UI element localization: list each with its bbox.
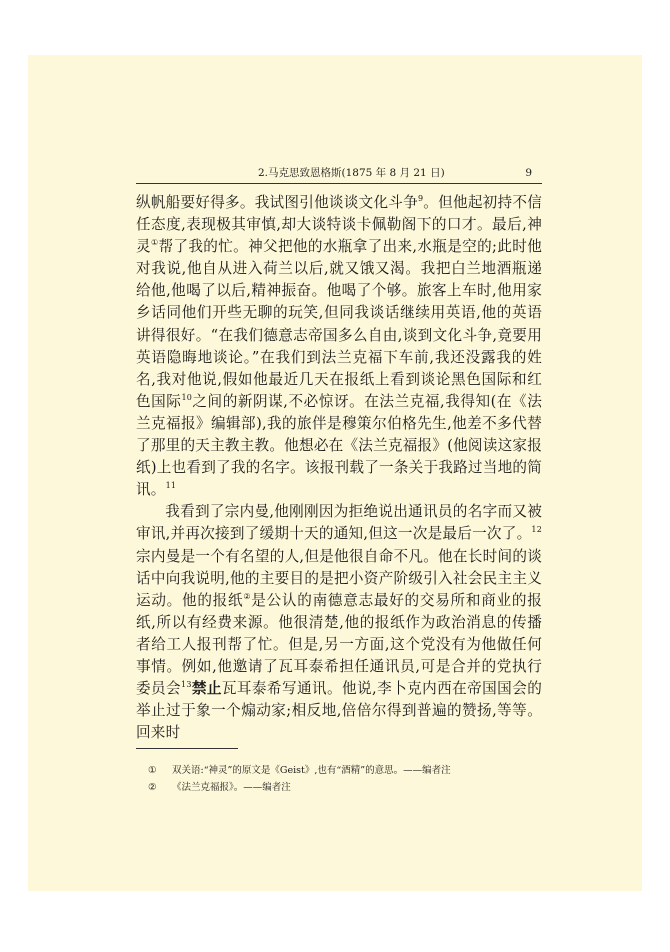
- text-run: 是公认的南德意志最好的交易所和商业的报纸,所以有经费来源。他很清楚,他的报纸作为政治消息的传播者给工人报刊帮了忙。但是,另一方面,这个党没有为他做任何事情。例如,他邀请了瓦耳泰希担任通讯员,可是合并的党执行委员会: [136, 591, 543, 698]
- footnote-mark: ②: [148, 782, 157, 793]
- body-text: [136, 192, 542, 744]
- footnote-text: 双关语:“神灵”的原文是《Geist》,也有“酒精”的意思。——编者注: [172, 765, 451, 776]
- text-run: 。但他起初持不信任态度,表现极其审慎,却大谈特谈卡佩勒阁下的口才。最后,神灵: [136, 194, 542, 256]
- footnote: [148, 779, 542, 796]
- endnote-ref: 13: [181, 680, 192, 690]
- text-run: 瓦耳泰希写通讯。他说,李卜克内西在帝国国会的举止过于象一个煽动家;相反地,倍倍尔得到普遍的赞扬,等等。回来时: [136, 680, 542, 742]
- text-run: 纵帆船要好得多。我试图引他谈谈文化斗争: [136, 194, 418, 211]
- paragraph: [136, 501, 542, 744]
- text-run: 我看到了宗内曼,他刚刚因为拒绝说出通讯员的名字而又被审讯,并再次接到了缓期十天的通知,但这一次是最后一次了。: [136, 503, 542, 543]
- footnotes: [148, 762, 542, 796]
- footnote-ref: ②: [243, 591, 252, 601]
- footnote-ref: ①: [150, 238, 159, 248]
- footnote-text: 《法兰克福报》。——编者注: [172, 782, 291, 793]
- page-number: 9: [525, 167, 532, 179]
- endnote-ref: 11: [165, 481, 177, 491]
- paragraph: [136, 192, 542, 501]
- header-rule: [136, 183, 542, 184]
- emphasized-text: 禁止: [191, 680, 222, 698]
- text-run: 之间的新阴谋,不必惊讶。在法兰克福,我得知(在《法兰克福报》编辑部),我的旅伴是穆策尔伯格先生,他差不多代替了那里的天主教主教。他想必在《法兰克福报》(他阅读这家报纸)上也看到了我的名字。该报刊载了一条关于我路过当地的简讯。: [136, 392, 542, 499]
- footnote: [148, 762, 542, 779]
- text-run: 宗内曼是一个有名望的人,但是他很自命不凡。他在长时间的谈话中向我说明,他的主要目的是把小资产阶级引入社会民主主义运动。他的报纸: [136, 547, 542, 609]
- text-run: 帮了我的忙。神父把他的水瓶拿了出来,水瓶是空的;此时他对我说,他自从进入荷兰以后,就又饿又渴。我把白兰地酒瓶递给他,他喝了以后,精神振奋。他喝了个够。旅客上车时,他用家乡话同他们开些无聊的玩笑,但同我谈话继续用英语,他的英语讲得很好。“在我们德意志帝国多么自由,谈到文化斗争,竟要用英语隐晦地谈论。”在我们到法兰克福下车前,我还没露我的姓名,我对他说,假如他最近几天在报纸上看到谈论黑色国际和红色国际: [136, 238, 542, 410]
- endnote-ref: 12: [531, 525, 542, 535]
- footnote-rule: [136, 748, 238, 749]
- running-header: [136, 163, 542, 183]
- footnote-mark: ①: [148, 765, 157, 776]
- endnote-ref: 10: [181, 392, 193, 402]
- header-title: 2.马克思致恩格斯(1875 年 8 月 21 日): [258, 167, 445, 179]
- endnote-ref: 9: [417, 194, 424, 203]
